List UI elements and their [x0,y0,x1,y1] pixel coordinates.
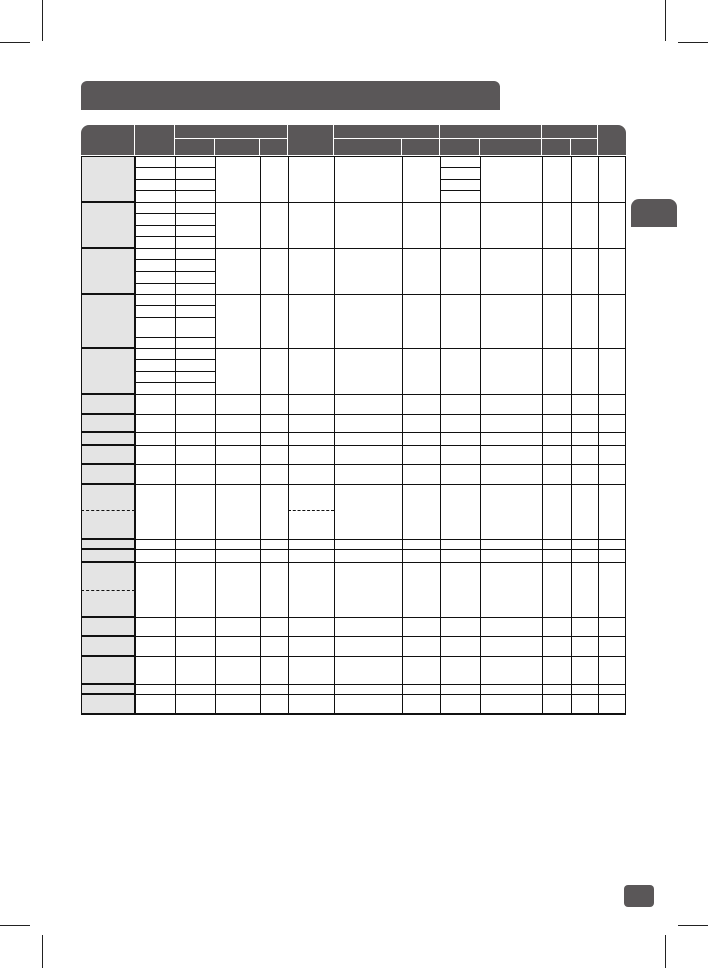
row-header-cell [81,656,135,684]
column-line [334,156,335,714]
sub-row-line [440,179,480,180]
row-header-cell [81,348,135,394]
table-subheader-cell [440,139,480,156]
row-header-cell [81,636,135,656]
row-header-cell [81,684,135,694]
row-header-cell [81,445,135,464]
column-line [402,156,403,714]
table-header-cell [81,125,135,156]
row-header-cell [81,294,135,348]
table-header-cell [288,125,334,156]
sub-row-line [135,371,215,372]
sub-row-line [135,213,215,214]
column-line [135,156,136,714]
row-line [81,432,626,433]
row-line [81,294,626,295]
sub-row-line [135,359,215,360]
row-line [81,549,626,550]
row-line [81,202,626,203]
table-subheader-cell [402,139,440,156]
table-subheader-cell [480,139,542,156]
table-header-cell [135,125,175,156]
sub-row-line [135,382,215,383]
row-header-cell [81,156,135,202]
row-header-cell [81,617,135,636]
row-line [81,684,626,685]
row-header-cell [81,414,135,432]
table-header-cell [598,125,626,156]
dashed-divider [288,510,334,511]
sub-row-line [440,190,480,191]
column-line [480,156,481,714]
row-header-cell [81,432,135,445]
row-line [81,714,626,715]
sub-row-line [135,225,215,226]
table-subheader-cell [571,139,598,156]
row-line [81,562,626,563]
column-line [288,156,289,714]
sub-row-line [135,190,215,191]
row-header-cell [81,394,135,414]
row-line [81,636,626,637]
column-line [215,156,216,714]
column-line [260,156,261,714]
table-header-cell [334,125,440,139]
row-line [81,414,626,415]
dashed-divider [81,510,135,511]
sub-row-line [135,271,215,272]
sub-row-line [135,167,215,168]
sub-row-line [135,179,215,180]
row-line [81,617,626,618]
row-header-cell [81,484,135,539]
row-line [81,464,626,465]
row-header-cell [81,464,135,484]
row-line [81,394,626,395]
column-line [175,156,176,714]
table-header-cell [175,125,288,139]
row-line [81,348,626,349]
table-subheader-cell [260,139,288,156]
row-header-cell [81,248,135,294]
column-line [542,156,543,714]
sub-row-line [135,305,215,306]
row-line [81,694,626,695]
table-subheader-cell [334,139,402,156]
row-header-cell [81,202,135,248]
row-line [81,484,626,485]
row-line [81,656,626,657]
table-subheader-cell [215,139,260,156]
sub-row-line [135,317,215,318]
row-line [81,445,626,446]
row-header-cell [81,694,135,714]
dashed-divider [81,590,135,591]
table-subheader-cell [542,139,571,156]
table-header-cell [542,125,598,139]
table-header-cell [440,125,542,139]
sub-row-line [135,337,215,338]
row-line [81,248,626,249]
sub-row-line [440,167,480,168]
sub-row-line [135,283,215,284]
column-line [440,156,441,714]
column-line [598,156,599,714]
row-header-cell [81,549,135,562]
row-line [81,539,626,540]
sub-row-line [135,236,215,237]
row-header-cell [81,539,135,549]
column-line [571,156,572,714]
table-subheader-cell [175,139,215,156]
row-line [81,156,626,157]
table-frame [81,156,626,714]
sub-row-line [135,259,215,260]
